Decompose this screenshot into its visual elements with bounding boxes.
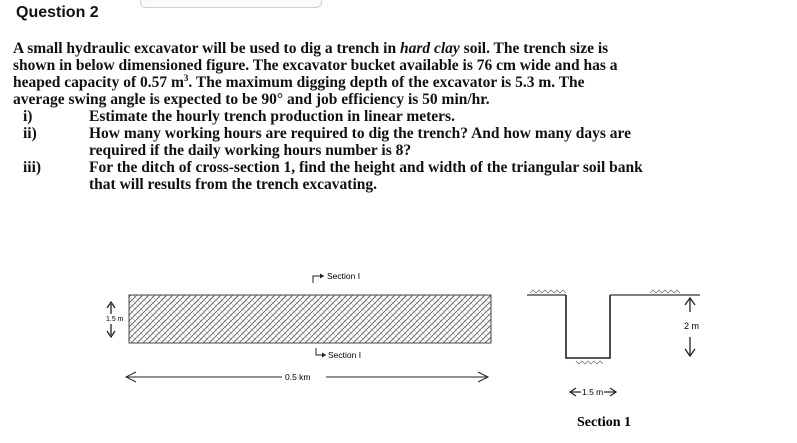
- section-label-bottom: Section I: [328, 350, 362, 360]
- plan-view: [106, 271, 491, 382]
- question-ii-cont: required if the daily working hours number is 8?: [89, 142, 412, 159]
- trench-plan-rect: [129, 295, 491, 343]
- plan-length-label: 0.5 km: [285, 372, 311, 382]
- question-i: i) Estimate the hourly trench production in linear meters.: [23, 108, 455, 125]
- section-caption: Section 1: [577, 415, 632, 430]
- soil-type-emphasis: hard clay: [399, 40, 460, 57]
- problem-line-3: heaped capacity of 0.57 $m^3$. The maximum digging depth of the excavator is 5.3 m. The: [13, 72, 585, 91]
- problem-line-1: A small hydraulic excavator will be used to dig a trench in hard clay soil. The trench size is: [13, 40, 609, 57]
- question-title: Question 2: [16, 4, 99, 21]
- trench-outline: [566, 295, 610, 358]
- section-depth-label: 2 m: [684, 321, 700, 331]
- question-iii: iii) For the ditch of cross-section 1, find the height and width of the triangular soil bank: [23, 159, 643, 176]
- problem-line-2: shown in below dimensioned figure. The excavator bucket available is 76 cm wide and has a: [13, 57, 618, 74]
- plan-width-label: 1.5 m: [106, 316, 124, 323]
- section-label-top: Section I: [327, 271, 361, 281]
- question-iii-cont: that will results from the trench excavating.: [89, 176, 378, 193]
- cross-section: [527, 290, 700, 430]
- problem-line-4: average swing angle is expected to be 90° and job efficiency is 50 min/hr.: [13, 91, 490, 108]
- section-marker-top: [313, 276, 324, 283]
- section-width-label: 1.5 m: [582, 387, 604, 397]
- question-ii: ii) How many working hours are required to dig the trench? And how many days are: [23, 125, 631, 142]
- section-marker-bottom: [316, 348, 326, 355]
